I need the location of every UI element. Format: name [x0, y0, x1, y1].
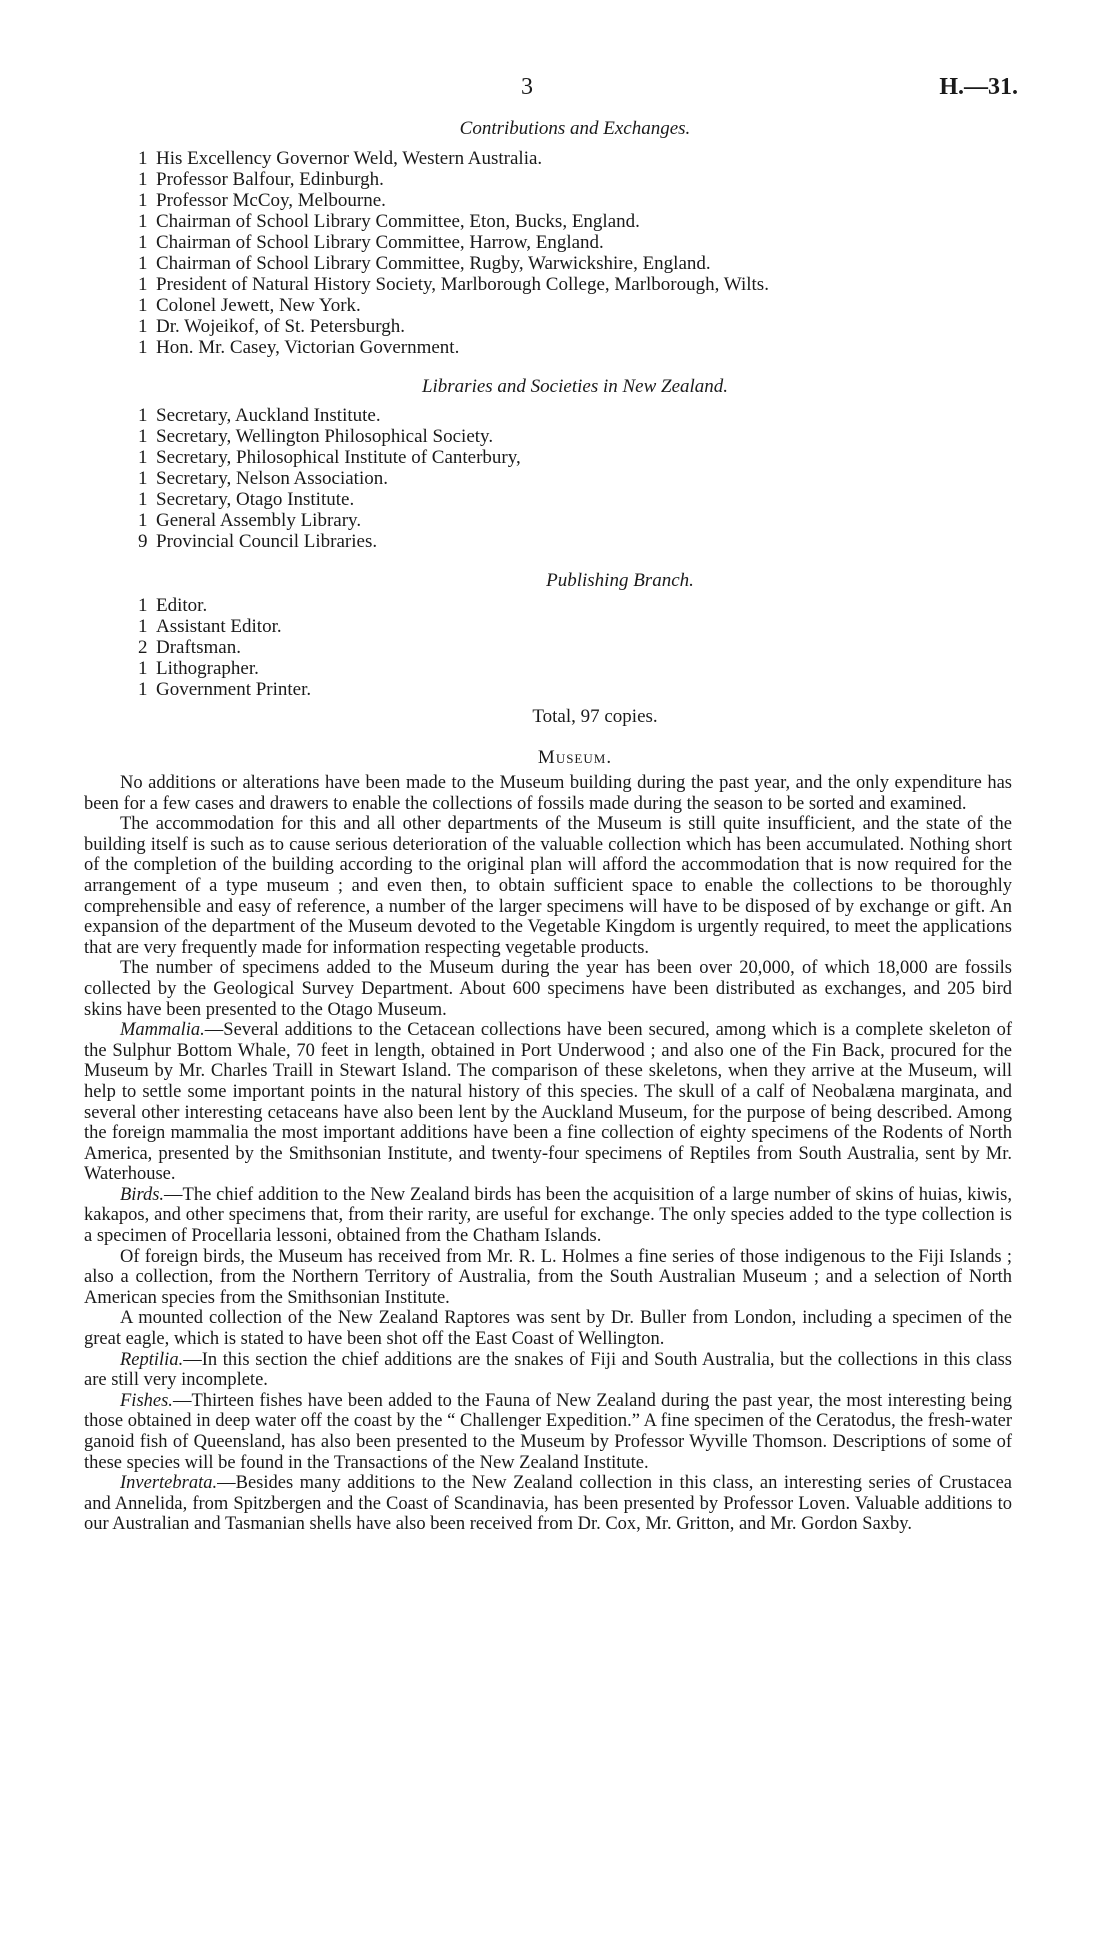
paragraph-birds: Birds.—The chief addition to the New Zealand birds has been the acquisition of a large number of skins of huias, kiwis, kakapos, and other specimens that, from their rarity, are useful for exchange. The only species added to the type collection is a specimen of Procellaria lessoni, obtained from the Chatham Islands.: [84, 1184, 1012, 1247]
contributions-list: [138, 148, 1012, 358]
document-body: [84, 118, 1012, 1535]
list-item: 1 Secretary, Nelson Association.: [138, 468, 388, 489]
list-item: 1 General Assembly Library.: [138, 510, 362, 531]
paragraph: Of foreign birds, the Museum has received from Mr. R. L. Holmes a fine series of those indigenous to the Fiji Islands ; also a collection, from the Northern Territory of Australia, from the South Australian Museum ; and a selection of North American species from the Smithsonian Institute.: [84, 1246, 1012, 1308]
list-item: 1 Lithographer.: [138, 658, 259, 679]
page-number: 3: [521, 74, 533, 100]
list-item: 2 Draftsman.: [138, 637, 241, 658]
list-item: 1 Government Printer.: [138, 679, 312, 700]
list-item: 1 Hon. Mr. Casey, Victorian Government.: [138, 337, 460, 358]
list-item: 1 Secretary, Auckland Institute.: [138, 405, 381, 426]
paragraph-mammalia: Mammalia.—Several additions to the Cetacean collections have been secured, among which is a complete skeleton of the Sulphur Bottom Whale, 70 feet in length, obtained in Port Underwood ; and also one of the Fin Back, procured for the Museum by Mr. Charles Traill in Stewart Island. The comparison of these skeletons, when they arrive at the Museum, will help to settle some important points in the natural history of this species. The skull of a calf of Neobalæna marginata, and several other interesting cetaceans have also been lent by the Auckland Museum, for the purpose of being described. Among the foreign mammalia the most important additions have been a fine collection of eighty specimens of the Rodents of North America, presented by the Smithsonian Institute, and twenty-four specimens of Reptiles from South Australia, sent by Mr. Waterhouse.: [84, 1020, 1012, 1185]
list-item: 1 Editor.: [138, 595, 208, 616]
paragraph-fishes: Fishes.—Thirteen fishes have been added to the Fauna of New Zealand during the past year, the most interesting being those obtained in deep water off the coast by the “ Challenger Expedition.” A fine specimen of the Ceratodus, the fresh-water ganoid fish of Queensland, has also been presented to the Museum by Professor Wyville Thomson. Descriptions of some of these species will be found in the Transactions of the New Zealand Institute.: [84, 1390, 1012, 1473]
paragraph: The accommodation for this and all other departments of the Museum is still quite insufficient, and the state of the building itself is such as to cause serious deterioration of the valuable collection which has been accumulated. Nothing short of the completion of the building according to the original plan will afford the accommodation that is now required for the arrangement of a type museum ; and even then, to obtain sufficient space to enable the collections to be thoroughly comprehensible and easy of reference, a number of the larger specimens will have to be disposed of by exchange or gift. An expansion of the department of the Museum devoted to the Vegetable Kingdom is urgently required, to meet the applications that are very frequently made for information respecting vegetable products.: [84, 814, 1012, 958]
document-reference: H.—31.: [939, 74, 1018, 100]
total-copies: Total, 97 copies.: [532, 706, 658, 727]
paragraph-reptilia: Reptilia.—In this section the chief additions are the snakes of Fiji and South Australia, but the collections in this class are still very incomplete.: [84, 1349, 1012, 1391]
paragraph: A mounted collection of the New Zealand Raptores was sent by Dr. Buller from London, including a specimen of the great eagle, which is stated to have been shot off the East Coast of Wellington.: [84, 1308, 1012, 1350]
list-item: 1 Chairman of School Library Committee, Harrow, England.: [138, 232, 604, 253]
list-item: 1 Professor McCoy, Melbourne.: [138, 190, 386, 211]
publishing-list: [138, 595, 1012, 700]
publishing-heading: Publishing Branch.: [546, 570, 694, 591]
paragraph-invertebrata: Invertebrata.—Besides many additions to the New Zealand collection in this class, an interesting series of Crustacea and Annelida, from Spitzbergen and the Coast of Scandinavia, has been presented by Professor Loven. Valuable additions to our Australian and Tasmanian shells have also been received from Dr. Cox, Mr. Gritton, and Mr. Gordon Saxby.: [84, 1473, 1012, 1535]
list-item: 1 President of Natural History Society, Marlborough College, Marlborough, Wilts.: [138, 274, 769, 295]
page-header: [0, 74, 1114, 108]
list-item: 1 Chairman of School Library Committee, Eton, Bucks, England.: [138, 211, 640, 232]
museum-heading: Museum.: [537, 747, 613, 768]
list-item: 1 Secretary, Wellington Philosophical Society.: [138, 426, 494, 447]
contributions-heading: Contributions and Exchanges.: [459, 118, 691, 139]
list-item: 1 Chairman of School Library Committee, Rugby, Warwickshire, England.: [138, 253, 711, 274]
paragraph: The number of specimens added to the Museum during the year has been over 20,000, of which 18,000 are fossils collected by the Geological Survey Department. About 600 specimens have been distributed as exchanges, and 205 bird skins have been presented to the Otago Museum.: [84, 958, 1012, 1020]
list-item: 1 Dr. Wojeikof, of St. Petersburgh.: [138, 316, 405, 337]
list-item: 1 Colonel Jewett, New York.: [138, 295, 361, 316]
list-item: 1 Assistant Editor.: [138, 616, 282, 637]
list-item: 1 Professor Balfour, Edinburgh.: [138, 169, 384, 190]
museum-text: [84, 773, 1012, 1535]
list-item: 1 Secretary, Otago Institute.: [138, 489, 355, 510]
list-item: 9 Provincial Council Libraries.: [138, 531, 378, 552]
libraries-heading: Libraries and Societies in New Zealand.: [421, 376, 729, 397]
libraries-list: [138, 405, 1012, 552]
list-item: 1 Secretary, Philosophical Institute of Canterbury,: [138, 447, 521, 468]
list-item: 1 His Excellency Governor Weld, Western Australia.: [138, 148, 543, 169]
paragraph: No additions or alterations have been made to the Museum building during the past year, and the only expenditure has been for a few cases and drawers to enable the collections of fossils made during the season to be sorted and examined.: [84, 773, 1012, 814]
